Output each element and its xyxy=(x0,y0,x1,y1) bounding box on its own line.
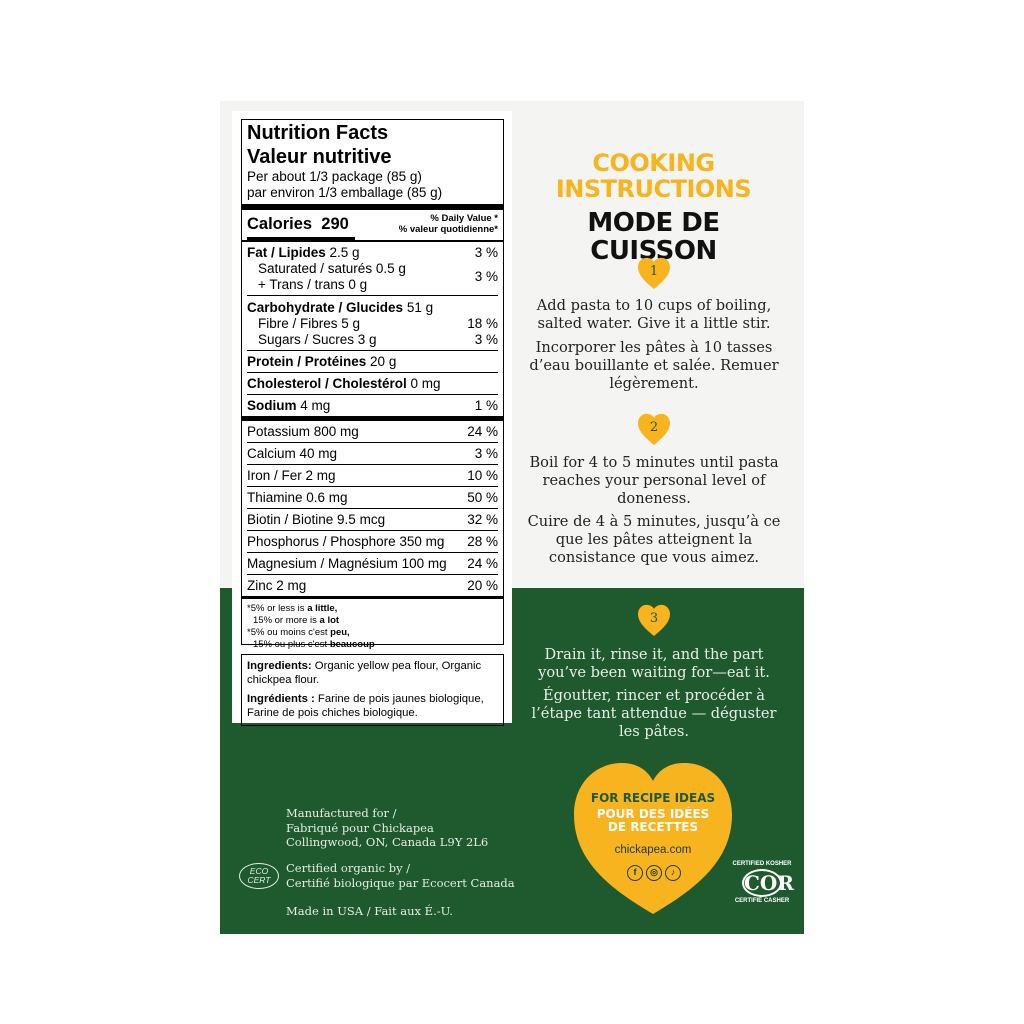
sodium-value: 4 mg xyxy=(300,398,331,413)
heart-shape-icon xyxy=(572,757,734,917)
manufacturer-info: Manufactured for / Fabriqué pour Chickapea Collingwood, ON, Canada L9Y 2L6 xyxy=(286,806,489,849)
mineral-dv: 10 % xyxy=(467,468,498,483)
mineral-row xyxy=(247,553,498,574)
mineral-dv: 3 % xyxy=(474,446,498,461)
minerals-list xyxy=(247,421,498,596)
nutrition-title-en: Nutrition Facts xyxy=(247,122,389,144)
nutrition-facts-table xyxy=(241,119,504,650)
cooking-title-line2: INSTRUCTIONS xyxy=(555,175,752,203)
dv-header-fr: % valeur quotidienne* xyxy=(398,224,498,235)
step-2-number: 2 xyxy=(649,420,659,435)
sugars-row xyxy=(247,332,498,348)
carb-value: 51 g xyxy=(406,300,434,315)
serving-fr: par environ 1/3 emballage (85 g) xyxy=(247,185,443,200)
step-2-badge xyxy=(637,412,671,446)
fat-row xyxy=(247,242,498,261)
mineral-row xyxy=(247,465,498,486)
facebook-icon[interactable]: f xyxy=(627,865,643,881)
recipe-line2: POUR DES IDÉES DE RECETTES xyxy=(596,807,710,834)
sugars-label: Sugars / Sucres 3 g xyxy=(258,332,377,347)
kosher-logo: CERTIFIED KOSHER COR CERTIFIÉ CASHER xyxy=(732,861,794,904)
ingredients-text-fr: Farine de pois jaunes biologique, Farine de pois chiches biologique. xyxy=(247,693,484,719)
mineral-dv: 50 % xyxy=(467,490,498,505)
mineral-dv: 20 % xyxy=(467,578,498,593)
ingredients-label-fr: Ingrédients : xyxy=(247,693,315,705)
calories-label: Calories xyxy=(247,215,313,233)
mineral-label: Zinc 2 mg xyxy=(247,578,307,593)
fibre-label: Fibre / Fibres 5 g xyxy=(258,316,361,331)
mineral-label: Iron / Fer 2 mg xyxy=(247,468,336,483)
mineral-label: Thiamine 0.6 mg xyxy=(247,490,348,505)
mineral-label: Biotin / Biotine 9.5 mcg xyxy=(247,512,386,527)
mineral-dv: 24 % xyxy=(467,556,498,571)
serving-en: Per about 1/3 package (85 g) xyxy=(247,169,422,184)
trans-label: + Trans / trans 0 g xyxy=(258,277,368,292)
cooking-title-line1: COOKING xyxy=(592,149,715,177)
made-in: Made in USA / Fait aux É.-U. xyxy=(286,904,453,918)
sat-trans-row xyxy=(247,261,498,293)
step-3-text-fr: Égoutter, rincer et procéder à l’étape tant attendue — déguster les pâtes. xyxy=(531,687,777,740)
mineral-label: Magnesium / Magnésium 100 mg xyxy=(247,556,447,571)
calories-row xyxy=(247,210,498,240)
sodium-row xyxy=(247,395,498,416)
cholesterol-row xyxy=(247,373,498,394)
protein-value: 20 g xyxy=(370,354,397,369)
tiktok-icon[interactable]: ♪ xyxy=(665,865,681,881)
mineral-label: Phosphorus / Phosphore 350 mg xyxy=(247,534,445,549)
recipe-ideas-heart xyxy=(572,757,734,917)
step-2-text-fr: Cuire de 4 à 5 minutes, jusqu’à ce que les pâtes atteignent la consistance que vous aimez. xyxy=(527,513,781,566)
fat-label: Fat / Lipides xyxy=(247,245,326,260)
mineral-row xyxy=(247,443,498,464)
mineral-dv: 24 % xyxy=(467,424,498,439)
instagram-icon[interactable]: ◎ xyxy=(646,865,662,881)
mineral-label: Potassium 800 mg xyxy=(247,424,359,439)
step-3-text-en: Drain it, rinse it, and the part you’ve been waiting for—eat it. xyxy=(538,646,770,681)
carb-label: Carbohydrate / Glucides xyxy=(247,300,404,315)
sugars-dv: 3 % xyxy=(474,332,498,347)
step-3-number: 3 xyxy=(649,611,659,626)
step-1-text-fr: Incorporer les pâtes à 10 tasses d’eau bouillante et salée. Remuer légèrement. xyxy=(529,339,779,392)
step-1-number: 1 xyxy=(649,264,659,279)
fat-dv: 3 % xyxy=(474,245,498,260)
mineral-dv: 32 % xyxy=(467,512,498,527)
sodium-label: Sodium xyxy=(247,398,297,413)
protein-label: Protein / Protéines xyxy=(247,354,367,369)
saturated-label: Saturated / saturés 0.5 g xyxy=(258,261,406,276)
step-1-badge xyxy=(637,256,671,290)
mineral-row xyxy=(247,487,498,508)
step-3-badge xyxy=(637,603,671,637)
dv-header-en: % Daily Value * xyxy=(430,213,498,224)
mineral-row xyxy=(247,575,498,596)
mineral-row xyxy=(247,531,498,552)
website-link[interactable]: chickapea.com xyxy=(614,844,692,856)
mineral-dv: 28 % xyxy=(467,534,498,549)
social-icons xyxy=(619,865,689,881)
ingredients-text-en: Organic yellow pea flour, Organic chickpea flour. xyxy=(247,660,482,686)
certification-info: Certified organic by / Certifié biologique par Ecocert Canada xyxy=(286,861,515,890)
recipe-line1: FOR RECIPE IDEAS xyxy=(590,791,716,805)
ecocert-logo: ECO CERT xyxy=(239,863,279,889)
ingredients-label-en: Ingredients: xyxy=(247,660,312,672)
ingredients-box xyxy=(241,654,504,726)
cholesterol-label: Cholesterol / Cholestérol xyxy=(247,376,407,391)
nutrition-title-fr: Valeur nutritive xyxy=(247,146,392,168)
carb-row xyxy=(247,296,498,316)
protein-row xyxy=(247,351,498,372)
cooking-title-fr: MODE DE CUISSON xyxy=(587,208,720,266)
step-1-text-en: Add pasta to 10 cups of boiling, salted water. Give it a little stir. xyxy=(536,297,772,332)
step-2-text-en: Boil for 4 to 5 minutes until pasta reaches your personal level of doneness. xyxy=(529,454,779,507)
fat-value: 2.5 g xyxy=(329,245,360,260)
sat-trans-dv: 3 % xyxy=(474,269,498,284)
mineral-row xyxy=(247,509,498,530)
mineral-label: Calcium 40 mg xyxy=(247,446,338,461)
fibre-dv: 18 % xyxy=(467,316,498,331)
mineral-row xyxy=(247,421,498,442)
package-back-panel xyxy=(220,101,804,934)
cholesterol-value: 0 mg xyxy=(410,376,441,391)
nutrition-panel xyxy=(232,111,512,723)
fibre-row xyxy=(247,316,498,332)
calories-value: 290 xyxy=(321,215,349,233)
sodium-dv: 1 % xyxy=(474,398,498,413)
daily-value-footnote: *5% or less is a little, 15% or more is a lot *5% ou moins c'est peu, 15% ou plus c'est beaucoup xyxy=(247,603,375,650)
